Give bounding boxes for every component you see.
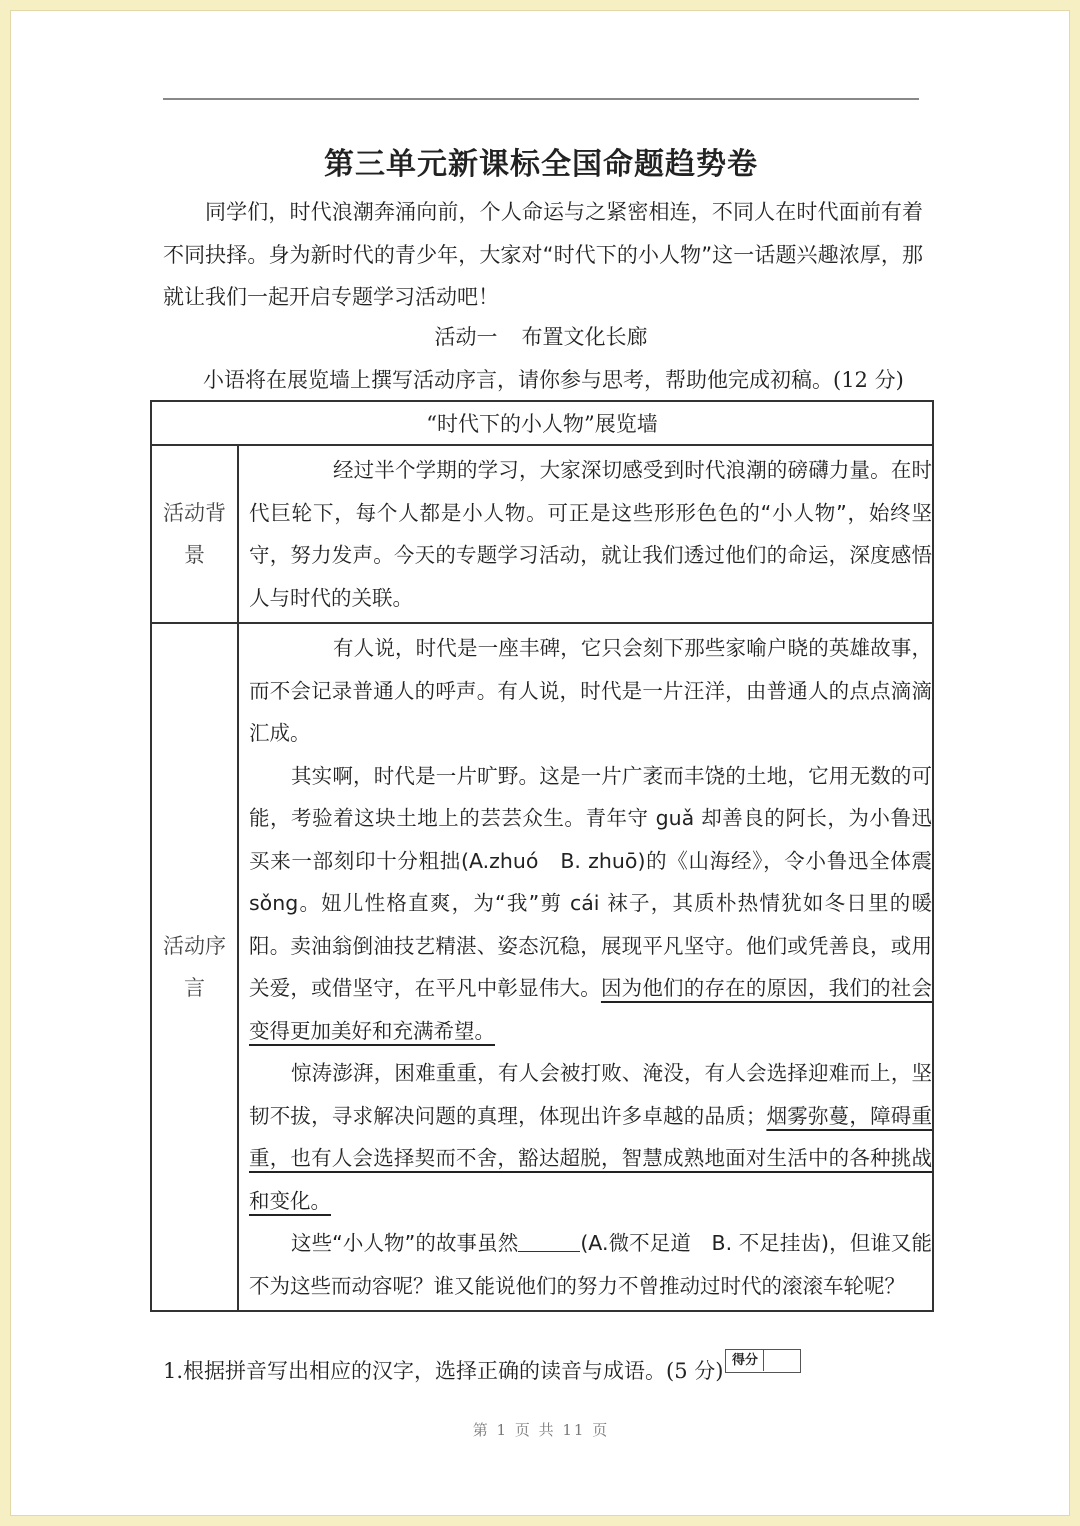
preface-paragraph-2: [249, 755, 932, 1053]
preface-label: 活动序言: [151, 623, 238, 1311]
preface-paragraph-3-text: 惊涛澎湃，困难重重，有人会被打败、淹没，有人会选择迎难而上，坚韧不拔，寻求解决问题的真理，体现出许多卓越的品质；: [249, 1061, 932, 1128]
activity-number: 活动一: [434, 325, 498, 349]
preface-paragraph-1: 有人说，时代是一座丰碑，它只会刻下那些家喻户晓的英雄故事，而不会记录普通人的呼声。有人说，时代是一片汪洋，由普通人的点点滴滴汇成。: [249, 636, 932, 745]
answer-blank[interactable]: [518, 1230, 580, 1252]
activity-name: 布置文化长廊: [521, 325, 648, 349]
task-instruction: 小语将在展览墙上撰写活动序言，请你参与思考，帮助他完成初稿。(12 分): [203, 368, 904, 392]
question-1-text: 1.根据拼音写出相应的汉字，选择正确的读音与成语。(5 分): [163, 1359, 724, 1383]
preface-paragraph-4: [249, 1222, 932, 1307]
exhibition-wall-table: [150, 400, 934, 1312]
preface-paragraph-4-a: 这些“小人物”的故事虽然: [291, 1231, 519, 1255]
preface-paragraph-2-text: 其实啊，时代是一片旷野。这是一片广袤而丰饶的土地，它用无数的可能，考验着这块土地上的芸芸众生。青年守 guǎ 却善良的阿长，为小鲁迅买来一部刻印十分粗拙(A.zhuó B. zhuō)的《山海经》，令小鲁迅全体震 sǒng。妞儿性格直爽，为“我”剪 cái 袜子，其质朴热情犹如冬日里的暖阳。卖油翁倒油技艺精湛、姿态沉稳，展现平凡坚守。他们或凭善良，或用关爱，或借坚守，在平凡中彰显伟大。: [249, 763, 932, 1000]
intro-paragraph: 同学们，时代浪潮奔涌向前，个人命运与之紧密相连，不同人在时代面前有着不同抉择。身为新时代的青少年，大家对“时代下的小人物”这一话题兴趣浓厚，那就让我们一起开启专题学习活动吧！: [163, 200, 923, 309]
preface-paragraph-3: [249, 1052, 932, 1222]
activity-heading: [11, 321, 1071, 351]
header-rule: [163, 98, 919, 100]
underlined-sentence-2: 烟雾弥蔓，障碍重重，也有人会选择契而不舍，豁达超脱，智慧成熟地面对生活中的各种挑战和变化。: [249, 1103, 932, 1213]
background-label: 活动背景: [151, 445, 238, 623]
page-title: 第三单元新课标全国命题趋势卷: [324, 147, 758, 182]
page: [10, 10, 1070, 1516]
wall-title: “时代下的小人物”展览墙: [151, 401, 933, 445]
score-box[interactable]: [725, 1349, 801, 1373]
preface-content: [238, 623, 933, 1311]
preface-paragraph-4-b: (A.微不足道 B. 不足挂齿)，但谁又能不为这些而动容呢？谁又能说他们的努力不曾推动过时代的滚滚车轮呢？: [249, 1231, 932, 1298]
background-content: [238, 445, 933, 623]
page-footer: 第 1 页 共 11 页: [472, 1421, 610, 1439]
underlined-sentence-1: 因为他们的存在的原因，我们的社会变得更加美好和充满希望。: [249, 976, 932, 1043]
question-1: [163, 1355, 801, 1385]
score-label: 得分: [726, 1350, 764, 1371]
background-text: 经过半个学期的学习，大家深切感受到时代浪潮的磅礴力量。在时代巨轮下，每个人都是小人物。可正是这些形形色色的“小人物”，始终坚守，努力发声。今天的专题学习活动，就让我们透过他们的命运，深度感悟人与时代的关联。: [249, 458, 932, 610]
